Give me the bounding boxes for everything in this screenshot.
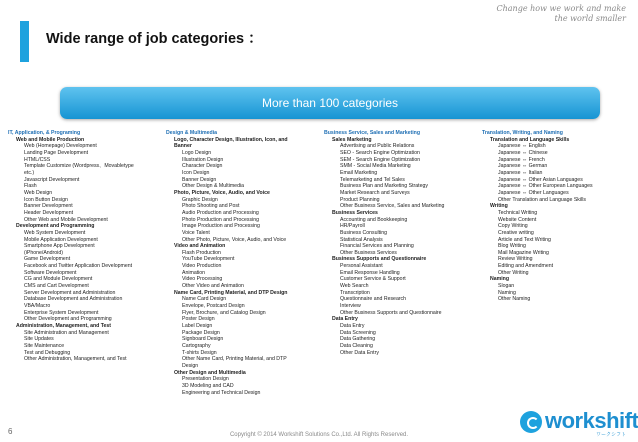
category-item: Accounting and Bookkeeping [340, 216, 408, 223]
subcategory-heading: Administration, Management, and Test [16, 323, 112, 330]
category-item: etc.) [24, 169, 35, 176]
subcategory-heading: Writing [490, 203, 508, 210]
category-item: Banner Development [24, 203, 73, 210]
category-item: Customer Service & Support [340, 276, 406, 283]
category-item: Site Updates [24, 336, 54, 343]
category-item: Cartography [182, 343, 211, 349]
category-item: Envelope, Postcard Design [182, 303, 245, 310]
category-item: HR/Payroll [340, 223, 365, 230]
category-item: Email Response Handling [340, 269, 400, 276]
banner-text: More than 100 categories [261, 96, 399, 110]
subcategory-heading: Name Card, Printing Material, and DTP Design [174, 289, 288, 296]
category-item: Animation [182, 269, 206, 276]
category-header: Translation, Writing, and Naming [482, 130, 563, 136]
category-column-design [166, 130, 288, 396]
category-item: SMM - Social Media Marketing [340, 163, 411, 170]
category-item: Other Administration, Management, and Test [24, 356, 127, 363]
category-header: IT, Application, & Programing [8, 130, 81, 136]
category-item: Japanese ⇔ Other European Languages [498, 183, 593, 190]
category-item: Character Design [182, 163, 223, 170]
category-item: Header Development [24, 209, 74, 216]
category-item: Smartphone App Development [24, 243, 95, 250]
category-item: (iPhone/Android) [24, 249, 63, 256]
category-item: Creative writing [498, 229, 534, 236]
subcategory-heading: Data Entry [332, 316, 358, 323]
category-item: Article and Text Writing [498, 236, 551, 243]
category-item: Graphic Design [182, 196, 218, 203]
category-item: Japanese ⇔ Italian [498, 169, 543, 176]
category-item: Game Development [24, 256, 71, 263]
subcategory-heading: Video and Animation [174, 243, 226, 250]
categories-banner [60, 87, 600, 119]
category-item: Japanese ⇔ English [498, 143, 546, 150]
category-item: Other Writing [498, 269, 529, 276]
category-item: Japanese ⇔ French [498, 156, 545, 163]
category-item: Data Entry [340, 323, 365, 330]
category-item: Statistical Analysis [340, 236, 383, 243]
category-item: 3D Modeling and CAD [182, 382, 234, 389]
category-item: Server Development and Administration [24, 289, 116, 296]
category-item: Japanese ⇔ Other Languages [498, 189, 569, 196]
category-item: Japanese ⇔ Chinese [498, 149, 548, 156]
subcategory-heading: Translation and Language Skills [490, 136, 570, 143]
category-item: CMS and Cart Development [24, 283, 89, 290]
category-item: Other Business Supports and Questionnaire [340, 309, 442, 316]
category-item: Market Research and Surveys [340, 189, 410, 196]
category-item: Javascript Development [24, 176, 80, 183]
page-number: 6 [8, 427, 13, 436]
category-item: Business Consulting [340, 229, 388, 236]
tagline: Change how we work and make the world smaller [496, 4, 626, 23]
category-item: Other Design & Multimedia [182, 183, 244, 190]
title-accent-bar [20, 21, 29, 62]
category-header: Business Service, Sales and Marketing [324, 130, 421, 136]
subcategory-heading: Business Supports and Questionnaire [332, 256, 427, 263]
logo-mark-icon [520, 411, 542, 433]
category-item: Other Photo, Picture, Voice, Audio, and Voice [182, 236, 287, 243]
category-item: Package Design [182, 329, 220, 336]
category-item: Data Gathering [340, 336, 376, 343]
category-item: Blog Writing [498, 243, 526, 250]
category-item: YouTube Development [182, 256, 235, 263]
subcategory-heading: Business Services [332, 209, 378, 216]
category-item: Landing Page Development [24, 149, 89, 156]
category-item: Business Plan and Marketing Strategy [340, 183, 428, 190]
category-item: Other Development and Programming [24, 316, 112, 323]
category-item: Flash [24, 183, 37, 190]
category-item: CG and Module Development [24, 276, 93, 283]
category-item: Illustration Design [182, 156, 224, 163]
category-item: Photo Shooting and Post [182, 203, 240, 210]
category-item: Label Design [182, 323, 213, 330]
category-item: Questionnaire and Research [340, 296, 407, 303]
category-column-business [324, 130, 444, 356]
category-item: Poster Design [182, 316, 215, 323]
category-item: Flyer, Brochure, and Catalog Design [182, 309, 266, 316]
category-item: Editing and Amendment [498, 263, 554, 270]
category-item: Design [182, 362, 199, 369]
category-item: Review Writing [498, 256, 533, 263]
subcategory-heading: Sales Marketing [332, 136, 372, 143]
category-item: HTML/CSS [24, 156, 51, 163]
category-item: Japanese ⇔ German [498, 163, 548, 170]
category-item: Mobile Application Development [24, 236, 98, 243]
category-item: Software Development [24, 269, 77, 276]
category-item: Telemarketing and Tel Sales [340, 176, 405, 183]
category-item: Site Administration and Management [24, 329, 109, 336]
category-item: Photo Production and Processing [182, 216, 259, 223]
category-column-translation [482, 130, 593, 303]
logo-wordmark: workshift [545, 408, 638, 433]
category-item: Banner Design [182, 176, 217, 183]
category-item: Presentation Design [182, 376, 229, 383]
category-item: Video Production [182, 263, 222, 270]
category-item: SEM - Search Engine Optimization [340, 156, 421, 163]
subcategory-heading: Banner [174, 143, 192, 150]
category-item: Other Translation and Language Skills [498, 196, 586, 203]
copyright: Copyright © 2014 Workshift Solutions Co.,Ltd. All Rights Reserved. [229, 432, 409, 438]
subcategory-heading: Web and Mobile Production [16, 136, 85, 143]
category-item: Enterprise System Development [24, 309, 99, 316]
category-item: Personal Assistant [340, 263, 383, 270]
subcategory-heading: Development and Programming [16, 223, 95, 230]
category-item: VBA/Macro [24, 303, 51, 310]
category-item: Engineering and Technical Design [182, 389, 261, 396]
category-item: Voice Talent [182, 229, 210, 236]
subcategory-heading: Naming [490, 276, 510, 283]
category-item: Other Web and Mobile Development [24, 216, 108, 223]
category-item: Audio Production and Processing [182, 209, 259, 216]
category-item: Japanese ⇔ Other Asian Languages [498, 176, 583, 183]
category-item: Signboard Design [182, 336, 224, 343]
category-item: Web System Development [24, 229, 86, 236]
subcategory-heading: Logo, Character Design, Illustration, Icon, and [174, 136, 288, 143]
category-item: Email Marketing [340, 169, 378, 176]
category-header: Design & Multimedia [166, 130, 218, 136]
category-item: Other Business Service, Sales and Marketing [340, 203, 445, 210]
page-title: Wide range of job categories ： [46, 31, 263, 47]
category-item: Financial Services and Planning [340, 243, 414, 250]
category-item: Icon Button Design [24, 196, 68, 203]
category-item: Other Naming [498, 296, 531, 303]
subcategory-heading: Other Design and Multimedia [174, 369, 246, 376]
category-item: Facebook and Twitter Application Development [24, 263, 133, 270]
category-item: SEO - Search Engine Optimization [340, 149, 420, 156]
workshift-logo [520, 410, 638, 440]
category-item: Mail Magazine Writing [498, 249, 549, 256]
category-item: Interview [340, 303, 361, 310]
category-item: Transcription [340, 289, 370, 296]
category-item: Web Search [340, 283, 369, 290]
category-item: Database Development and Administration [24, 296, 123, 303]
category-item: Template Customize (Wordpress、Movabletype [24, 163, 134, 170]
category-item: Technical Writing [498, 209, 538, 216]
category-item: Product Planning [340, 196, 380, 203]
category-item: Advertising and Public Relations [340, 143, 415, 150]
category-item: Slogan [498, 283, 515, 290]
category-item: Web Design [24, 189, 53, 196]
logo-subtext: ワークシフト [596, 432, 627, 438]
category-item: Site Maintenance [24, 343, 65, 349]
category-item: Image Production and Processing [182, 223, 260, 230]
category-item: Naming [498, 289, 516, 296]
category-item: Other Name Card, Printing Material, and DTP [182, 356, 287, 363]
category-item: Test and Debugging [24, 349, 71, 356]
category-item: Data Cleaning [340, 343, 373, 349]
category-item: Icon Design [182, 169, 210, 176]
category-item: Other Business Services [340, 249, 397, 256]
category-column-it [8, 130, 134, 363]
category-item: Logo Design [182, 149, 212, 156]
category-item: Video Processing [182, 276, 223, 283]
category-item: Copy Writing [498, 223, 528, 230]
category-item: Web (Homepage) Development [24, 143, 97, 150]
category-item: Name Card Design [182, 296, 227, 303]
subcategory-heading: Photo, Picture, Voice, Audio, and Voice [174, 189, 270, 196]
category-item: Data Screening [340, 329, 376, 336]
category-item: Other Video and Animation [182, 283, 244, 290]
category-item: Website Content [498, 216, 537, 223]
category-item: Flash Production [182, 249, 221, 256]
category-item: T-shirts Design [182, 349, 217, 356]
category-item: Other Data Entry [340, 349, 379, 356]
